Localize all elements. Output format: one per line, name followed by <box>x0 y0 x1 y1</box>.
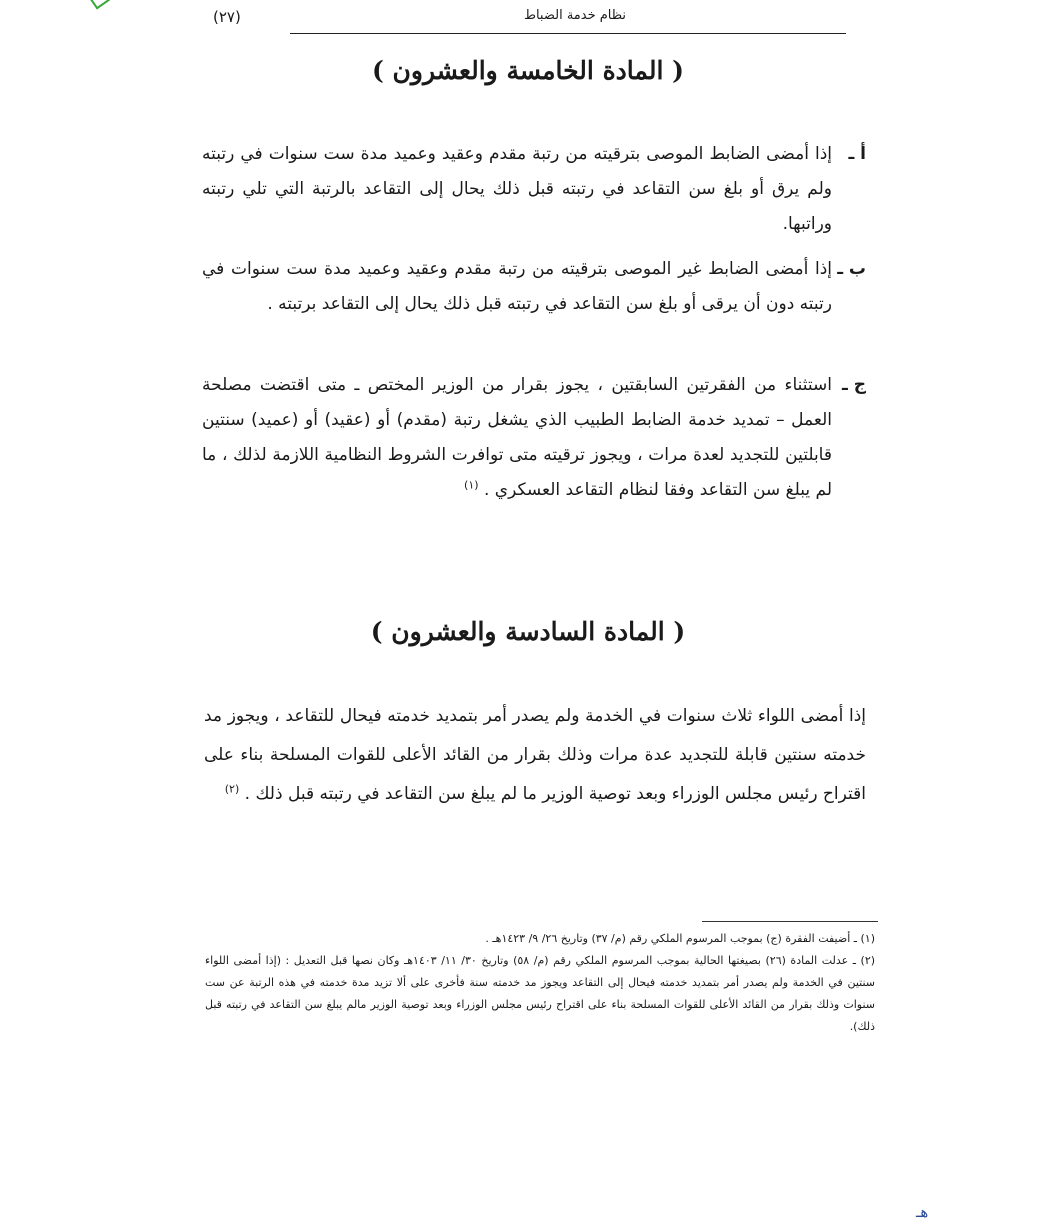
clause-a-text: إذا أمضى الضابط الموصى بترقيته من رتبة مقدم وعقيد وعميد مدة ست سنوات في رتبته ولم يرق أو بلغ سن التقاعد في رتبته قبل ذلك يحال إلى التقاعد بالرتبة التي تلي رتبته وراتبها. <box>202 144 832 234</box>
clause-c <box>202 368 866 508</box>
header-rule <box>290 33 846 34</box>
article-26-paragraph <box>204 697 866 814</box>
clause-a-letter: أ ـ <box>848 144 866 164</box>
clause-c-letter: ج ـ <box>842 375 866 395</box>
footnote-2: (٢) ـ عدلت المادة (٢٦) بصيغتها الحالية بموجب المرسوم الملكي رقم (م/ ٥٨) وتاريخ ٣٠/ ١١/ ١٤٠٣هـ وكان نصها قبل التعديل : (إذا أمضى اللواء سنتين في الخدمة ولم يصدر أمر بتمديد خدمته فيحال إلى التقاعد ويجوز مد خدمته سنة فأخرى على ألا تزيد مدة خدمته في هذه الرتبة عن ست سنوات وذلك بقرار من القائد الأعلى للقوات المسلحة بناء على اقتراح رئيس مجلس الوزراء وبعد توصية الوزير مالم يبلغ سن التقاعد في رتبته قبل ذلك). <box>205 954 876 1033</box>
clause-c-text: استثناء من الفقرتين السابقتين ، يجوز بقرار من الوزير المختص ـ متى اقتضت مصلحة العمل – تمديد خدمة الضابط الطبيب الذي يشغل رتبة (مقدم) أو (عقيد) أو (عميد) سنتين قابلتين للتجديد لعدة مرات ، ويجوز ترقيته متى توافرت الشروط النظامية اللازمة لذلك ، ما لم يبلغ سن التقاعد وفقا لنظام التقاعد العسكري . <box>202 375 832 500</box>
footnote-separator <box>702 921 878 922</box>
page-number: (٢٧) <box>213 8 241 26</box>
running-header-title: نظام خدمة الضباط <box>523 8 627 23</box>
footnote-ref-2: (٢) <box>224 782 240 796</box>
clause-b <box>202 252 866 322</box>
article-26-title: ( المادة السادسة والعشرون ) <box>370 617 686 646</box>
article-25-title: ( المادة الخامسة والعشرون ) <box>372 56 684 85</box>
check-mark-icon <box>90 0 110 10</box>
clause-b-text: إذا أمضى الضابط غير الموصى بترقيته من رتبة مقدم وعقيد وعميد مدة ست سنوات في رتبته دون أن يرقى أو بلغ سن التقاعد في رتبته قبل ذلك يحال إلى التقاعد برتبته . <box>202 259 832 314</box>
article-26-text: إذا أمضى اللواء ثلاث سنوات في الخدمة ولم يصدر أمر بتمديد خدمته فيحال للتقاعد ، ويجوز مد خدمته سنتين قابلة للتجديد عدة مرات وذلك بقرار من القائد الأعلى للقوات المسلحة بناء على اقتراح رئيس مجلس الوزراء وبعد توصية الوزير ما لم يبلغ سن التقاعد في رتبته قبل ذلك . <box>204 706 866 804</box>
footnote-ref-1: (١) <box>464 478 479 492</box>
footnotes <box>205 928 875 1038</box>
bottom-stamp-mark: هـ <box>916 1203 929 1221</box>
clause-b-letter: ب ـ <box>837 259 866 279</box>
footnote-1: (١) ـ أضيفت الفقرة (ج) بموجب المرسوم الملكي رقم (م/ ٣٧) وتاريخ ٢٦/ ٩/ ١٤٢٣هـ . <box>485 932 875 945</box>
clause-a <box>202 137 866 242</box>
